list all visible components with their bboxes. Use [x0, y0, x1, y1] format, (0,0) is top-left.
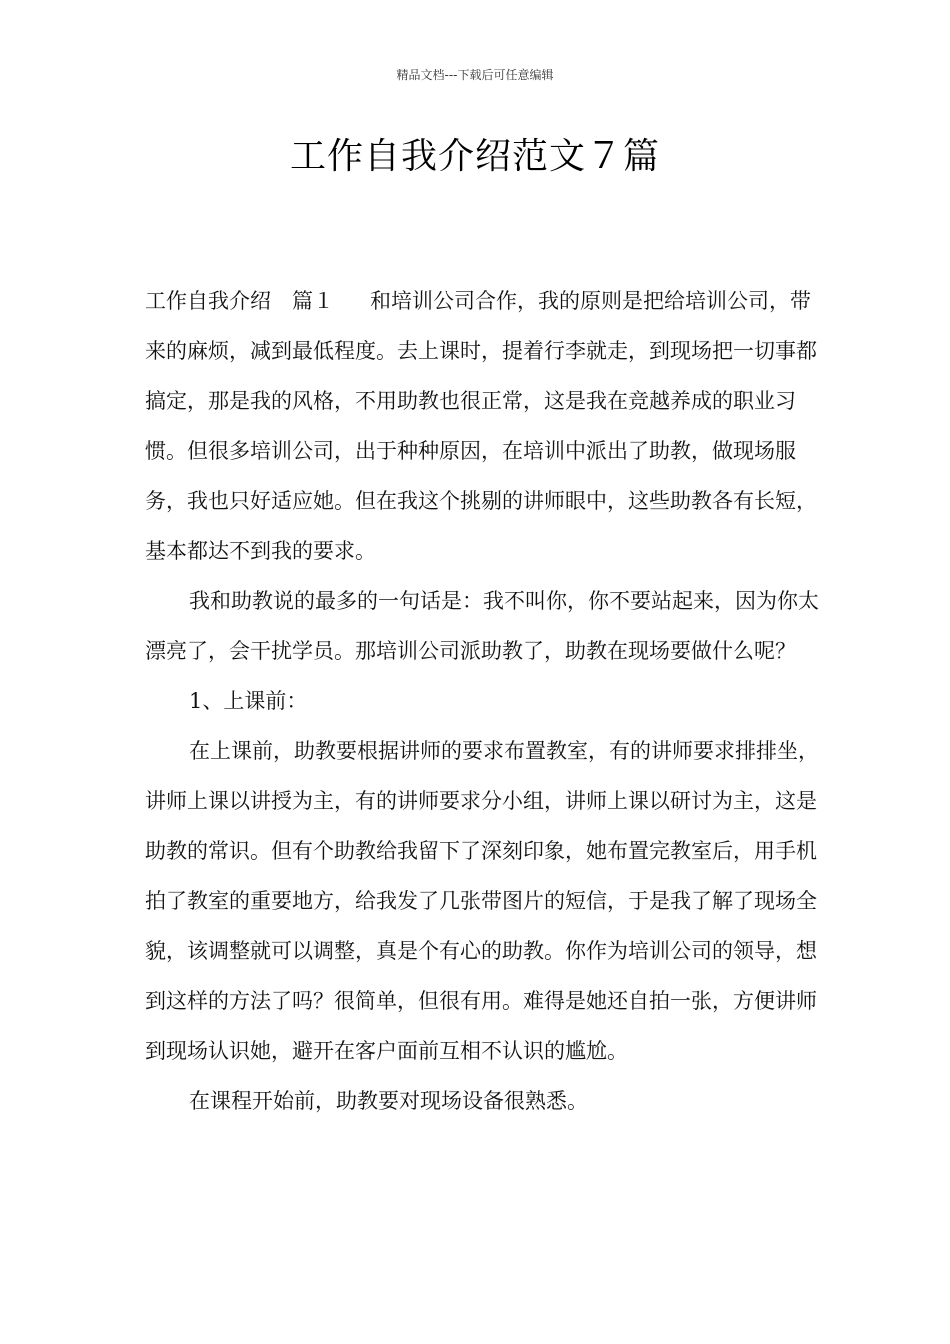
document-body [145, 276, 821, 1126]
header-note: 精品文档---下载后可任意编辑 [396, 68, 554, 82]
paragraph-1-text: 和培训公司合作，我的原则是把给培训公司，带来的麻烦，减到最低程度。去上课时，提着行李就走，到现场把一切事都搞定，那是我的风格，不用助教也很正常，这是我在竞越养成的职业习惯。但很多培训公司，出于种种原因，在培训中派出了助教，做现场服务，我也只好适应她。但在我这个挑剔的讲师眼中，这些助教各有长短，基本都达不到我的要求。 [145, 289, 817, 563]
paragraph-1 [145, 276, 821, 576]
paragraph-3: 1、上课前： [189, 689, 308, 713]
paragraph-4: 在上课前，助教要根据讲师的要求布置教室，有的讲师要求排排坐，讲师上课以讲授为主，有的讲师要求分小组，讲师上课以研讨为主，这是助教的常识。但有个助教给我留下了深刻印象，她布置完教室后，用手机拍了教室的重要地方，给我发了几张带图片的短信，于是我了解了现场全貌，该调整就可以调整，真是个有心的助教。你作为培训公司的领导，想到这样的方法了吗？很简单，但很有用。难得是她还自拍一张，方便讲师到现场认识她，避开在客户面前互相不认识的尴尬。 [145, 739, 819, 1063]
document-title: 工作自我介绍范文７篇 [289, 136, 660, 177]
paragraph-5: 在课程开始前，助教要对现场设备很熟悉。 [189, 1089, 588, 1113]
section-label: 工作自我介绍 篇１ [145, 289, 334, 313]
paragraph-2: 我和助教说的最多的一句话是：我不叫你，你不要站起来，因为你太漂亮了，会干扰学员。那培训公司派助教了，助教在现场要做什么呢？ [145, 589, 819, 663]
